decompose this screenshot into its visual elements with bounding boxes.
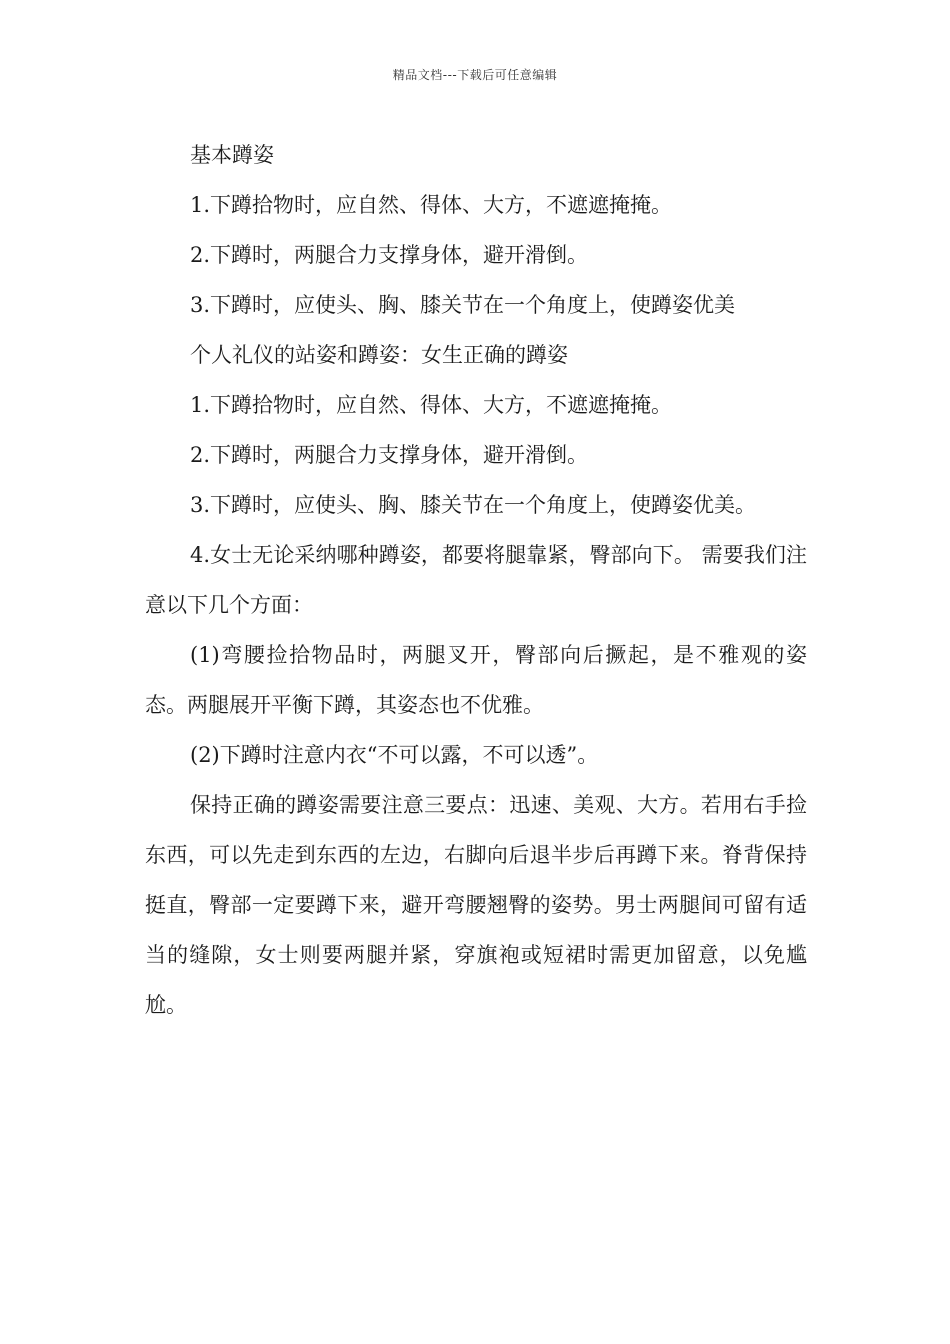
- paragraph-female-item-2: 2.下蹲时，两腿合力支撑身体，避开滑倒。: [190, 443, 589, 467]
- paragraph-item-2: 2.下蹲时，两腿合力支撑身体，避开滑倒。: [190, 243, 589, 267]
- paragraph-female-item-3: 3.下蹲时，应使头、胸、膝关节在一个角度上，使蹲姿优美。: [190, 493, 757, 517]
- heading-basic-squat: 基本蹲姿: [190, 143, 274, 167]
- paragraph-female-item-1: 1.下蹲拾物时，应自然、得体、大方，不遮遮掩掩。: [190, 393, 673, 417]
- paragraph-note-2: (2)下蹲时注意内衣“不可以露，不可以透”。: [190, 743, 599, 767]
- paragraph-item-3: 3.下蹲时，应使头、胸、膝关节在一个角度上，使蹲姿优美: [190, 293, 736, 317]
- paragraph-female-item-4: 4.女士无论采纳哪种蹲姿，都要将腿靠紧，臀部向下。 需要我们注意以下几个方面：: [145, 543, 807, 617]
- paragraph-note-1: (1)弯腰捡拾物品时，两腿叉开，臀部向后撅起，是不雅观的姿态。两腿展开平衡下蹲，其姿态也不优雅。: [145, 643, 807, 717]
- page-header: 精品文档---下载后可任意编辑: [392, 68, 558, 82]
- paragraph-item-1: 1.下蹲拾物时，应自然、得体、大方，不遮遮掩掩。: [190, 193, 673, 217]
- document-body: [145, 130, 807, 1030]
- heading-female-squat: 个人礼仪的站姿和蹲姿：女生正确的蹲姿: [190, 343, 568, 367]
- paragraph-key-points: 保持正确的蹲姿需要注意三要点：迅速、美观、大方。若用右手捡东西，可以先走到东西的左边，右脚向后退半步后再蹲下来。脊背保持挺直，臀部一定要蹲下来，避开弯腰翘臀的姿势。男士两腿间可留有适当的缝隙，女士则要两腿并紧，穿旗袍或短裙时需更加留意，以免尴尬。: [145, 793, 807, 1017]
